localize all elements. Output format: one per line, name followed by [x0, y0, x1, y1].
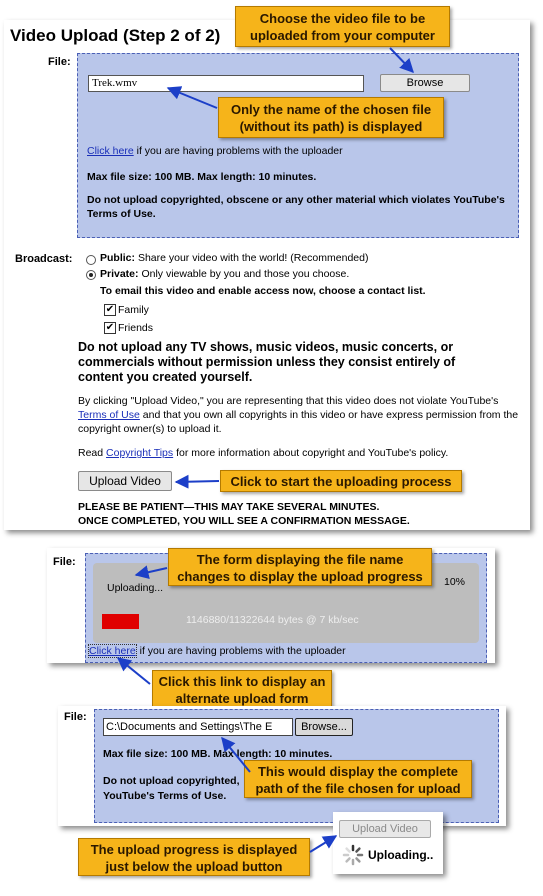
tips-post: for more information about copyright and YouTube's policy. [176, 447, 449, 459]
callout-progress-form: The form displaying the file name changes to display the upload progress [168, 548, 432, 586]
callout-file-name-only: Only the name of the chosen file (without its path) is displayed [218, 97, 444, 138]
max-file-size: Max file size: 100 MB. Max length: 10 minutes. [87, 171, 317, 183]
callout-alternate-form: Click this link to display an alternate upload form [152, 670, 332, 708]
terms-post: and that you own all copyrights in this video or have express permission from the copyright owner(s) to upload it. [78, 409, 519, 435]
callout-progress-below-button: The upload progress is displayed just below the upload button [78, 838, 310, 876]
uploading-label: Uploading.. [368, 848, 434, 862]
progress-help-text: if you are having problems with the uploader [139, 645, 346, 657]
private-label: Private: [100, 268, 139, 280]
private-text: Only viewable by you and those you choose. [141, 268, 350, 280]
upload-video-button[interactable]: Upload Video [78, 471, 172, 491]
arrow-to-click-here [118, 658, 150, 684]
uploading-status: Uploading... [107, 582, 164, 594]
arrow-to-spinner [310, 836, 336, 852]
alt-file-label: File: [64, 711, 87, 723]
click-here-link[interactable]: Click here [87, 145, 134, 157]
alt-copyright-2: YouTube's Terms of Use. [103, 790, 227, 802]
progress-file-label: File: [53, 556, 76, 568]
patience-notice-1: PLEASE BE PATIENT—THIS MAY TAKE SEVERAL MINUTES. [78, 501, 380, 513]
browse-button[interactable]: Browse [380, 74, 470, 92]
file-name-value: Trek.wmv [92, 77, 138, 89]
file-label: File: [48, 56, 71, 68]
public-text: Share your video with the world! (Recommended) [137, 252, 369, 264]
upload-percent: 10% [444, 576, 466, 588]
public-label: Public: [100, 252, 136, 264]
family-checkbox[interactable]: ✔ [105, 304, 115, 315]
alt-max-file-size: Max file size: 100 MB. Max length: 10 minutes. [103, 748, 333, 760]
upload-bytes: 1146880/11322644 bytes @ 7 kb/sec [186, 614, 359, 626]
terms-of-use-link[interactable]: Terms of Use [78, 409, 140, 421]
email-instructions: To email this video and enable access now, choose a contact list. [100, 285, 426, 297]
upload-video-button-disabled: Upload Video [339, 820, 431, 838]
callout-choose-file: Choose the video file to be uploaded from your computer [235, 6, 450, 47]
arrow-to-path-field [222, 738, 250, 772]
content-warning: Do not upload any TV shows, music videos, music concerts, or commercials without permission unless they consist entirely of content you created yourself. [78, 340, 456, 384]
friends-checkbox[interactable]: ✔ [105, 322, 115, 333]
alt-copyright-1: Do not upload copyrighted, [103, 775, 240, 787]
page-title: Video Upload (Step 2 of 2) [10, 26, 221, 45]
callout-start-upload: Click to start the uploading process [220, 470, 462, 492]
read-text: Read [78, 447, 104, 459]
full-path-value: C:\Documents and Settings\The E [106, 721, 273, 733]
friends-label: Friends [118, 322, 154, 334]
callout-full-path: This would display the complete path of the file chosen for upload [244, 760, 472, 798]
arrow-to-filename [168, 88, 217, 108]
arrow-to-upload-button [176, 481, 219, 482]
family-label: Family [118, 304, 149, 316]
broadcast-label: Broadcast: [15, 253, 73, 265]
copyright-tips-link[interactable]: Copyright Tips [106, 447, 174, 459]
arrow-to-browse [390, 48, 413, 72]
patience-notice-2: ONCE COMPLETED, YOU WILL SEE A CONFIRMATION MESSAGE. [78, 515, 410, 527]
click-here-link-alt[interactable]: Click here [89, 645, 136, 657]
alt-browse-button[interactable]: Browse... [295, 718, 353, 736]
terms-pre: By clicking "Upload Video," you are representing that this video does not violate YouTube's [78, 395, 499, 407]
uploader-help-text: if you are having problems with the uploader [136, 145, 343, 157]
arrow-to-progress-box [136, 568, 167, 575]
copyright-notice: Do not upload copyrighted, obscene or any other material which violates YouTube's Terms of Use. [87, 194, 505, 220]
